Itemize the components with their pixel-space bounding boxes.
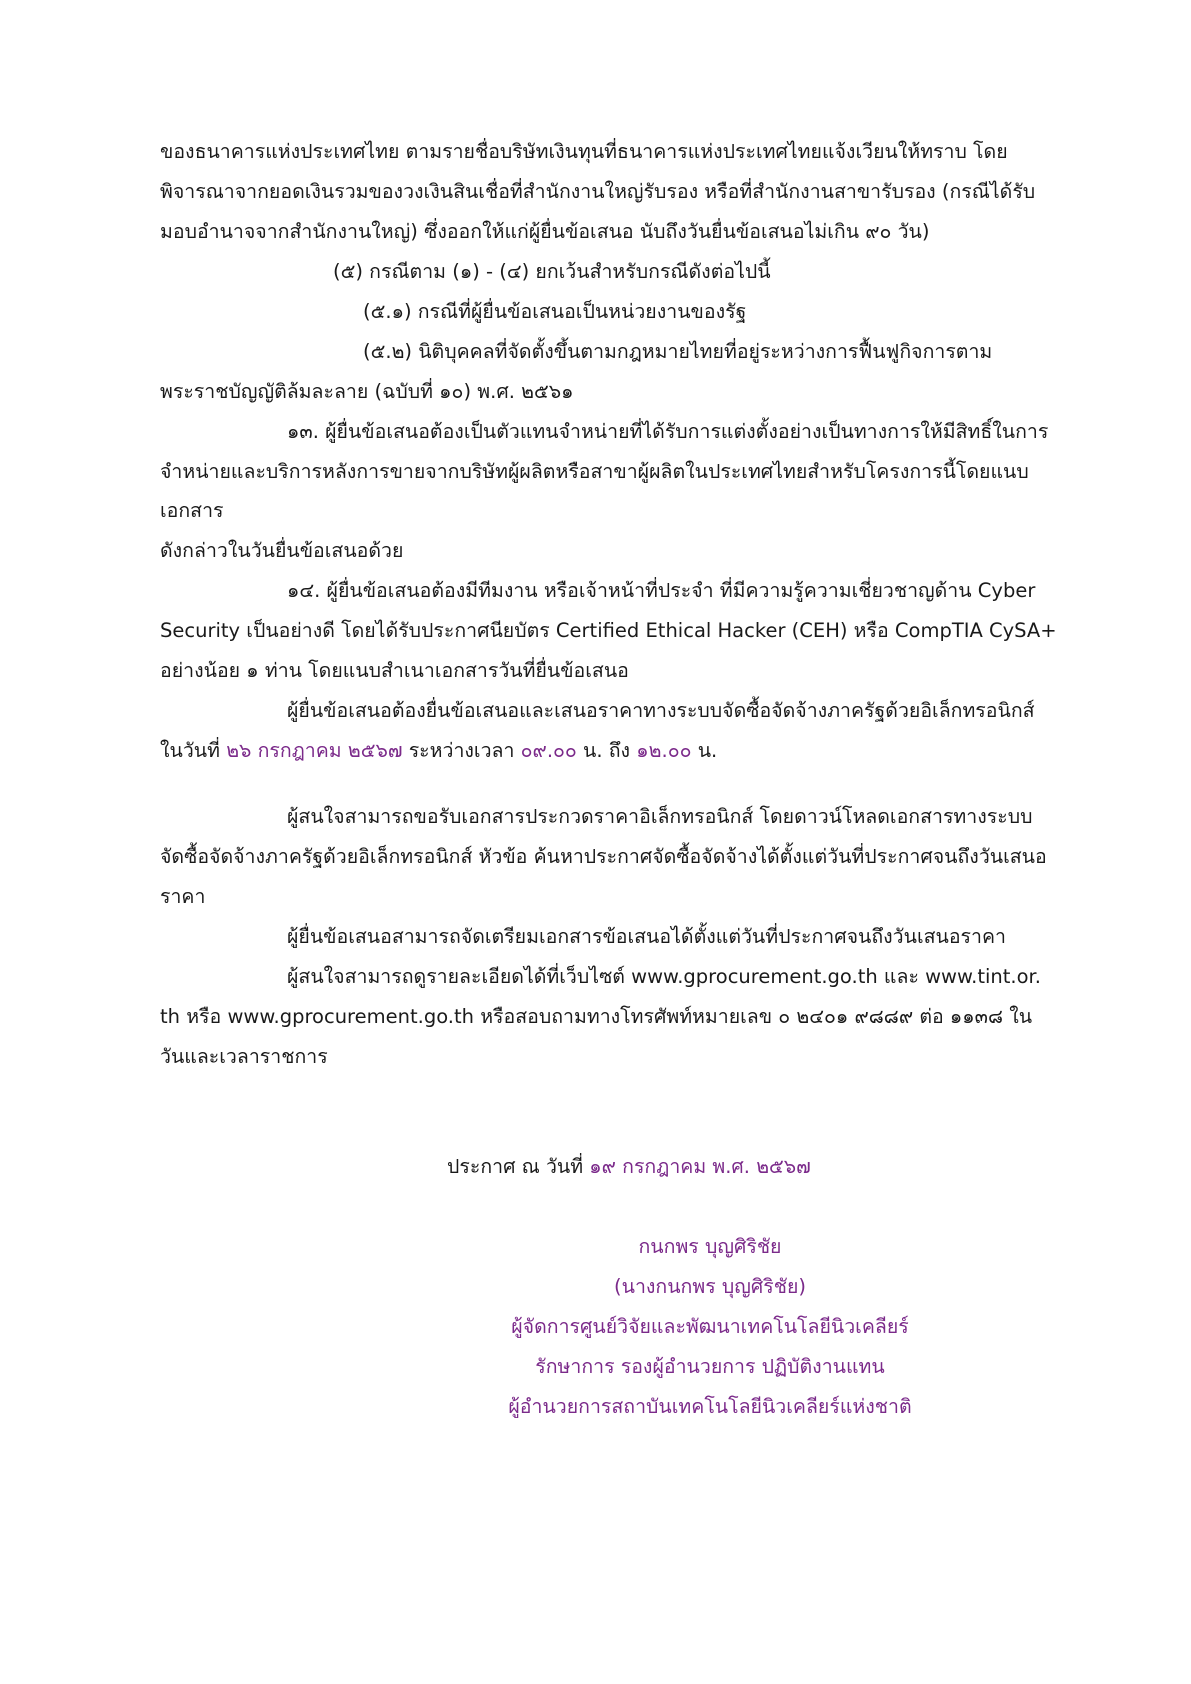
- body-line: วันและเวลาราชการ: [160, 1045, 328, 1068]
- body-line: Security เป็นอย่างดี โดยได้รับประกาศนียบัตร Certified Ethical Hacker (CEH) หรือ CompTIA CySA+: [160, 619, 1057, 642]
- submission-time-from: ๐๙.๐๐: [520, 739, 577, 762]
- body-line: มอบอำนาจจากสำนักงานใหญ่) ซึ่งออกให้แก่ผู้ยื่นข้อเสนอ นับถึงวันยื่นข้อเสนอไม่เกิน ๙๐ วัน): [160, 220, 930, 243]
- body-line: ผู้ยื่นข้อเสนอต้องยื่นข้อเสนอและเสนอราคาทางระบบจัดซื้อจัดจ้างภาครัฐด้วยอิเล็กทรอนิกส์: [287, 699, 1035, 722]
- body-line: พิจารณาจากยอดเงินรวมของวงเงินสินเชื่อที่สำนักงานใหญ่รับรอง หรือที่สำนักงานสาขารับรอง (กรณีได้รับ: [160, 180, 1036, 203]
- body-line: ผู้สนใจสามารถดูรายละเอียดได้ที่เว็บไซต์ www.gprocurement.go.th และ www.tint.or.: [287, 965, 1041, 988]
- submission-prefix: ในวันที่: [160, 739, 227, 762]
- body-line: (๕.๑) กรณีที่ผู้ยื่นข้อเสนอเป็นหน่วยงานของรัฐ: [363, 300, 747, 323]
- body-line: อย่างน้อย ๑ ท่าน โดยแนบสำเนาเอกสารวันที่ยื่นข้อเสนอ: [160, 659, 629, 682]
- body-line: (๕) กรณีตาม (๑) - (๔) ยกเว้นสำหรับกรณีดังต่อไปนี้: [333, 260, 771, 283]
- submission-suffix: น.: [691, 739, 718, 762]
- body-line: th หรือ www.gprocurement.go.th หรือสอบถามทางโทรศัพท์หมายเลข ๐ ๒๔๐๑ ๙๘๘๙ ต่อ ๑๑๓๘ ใน: [160, 1005, 1033, 1028]
- body-line: เอกสาร: [160, 499, 224, 522]
- signatory-position-2: รักษาการ รองผู้อำนวยการ ปฏิบัติงานแทน: [535, 1355, 885, 1378]
- body-line: ๑๓. ผู้ยื่นข้อเสนอต้องเป็นตัวแทนจำหน่ายที่ได้รับการแต่งตั้งอย่างเป็นทางการให้มีสิทธิ์ในการ: [287, 420, 1049, 443]
- body-line: ผู้สนใจสามารถขอรับเอกสารประกวดราคาอิเล็กทรอนิกส์ โดยดาวน์โหลดเอกสารทางระบบ: [287, 805, 1033, 828]
- announcement-date: ๑๙ กรกฎาคม พ.ศ. ๒๕๖๗: [589, 1155, 811, 1178]
- submission-time-to: ๑๒.๐๐: [636, 739, 692, 762]
- submission-date-line: [160, 737, 717, 765]
- body-line: จัดซื้อจัดจ้างภาครัฐด้วยอิเล็กทรอนิกส์ หัวข้อ ค้นหาประกาศจัดซื้อจัดจ้างได้ตั้งแต่วันที่ประกาศจนถึงวันเสนอ: [160, 845, 1047, 868]
- submission-date: ๒๖ กรกฎาคม ๒๕๖๗: [226, 739, 403, 762]
- body-line: พระราชบัญญัติล้มละลาย (ฉบับที่ ๑๐) พ.ศ. ๒๕๖๑: [160, 380, 574, 403]
- body-line: ดังกล่าวในวันยื่นข้อเสนอด้วย: [160, 539, 404, 562]
- signatory-position-3: ผู้อำนวยการสถาบันเทคโนโลยีนิวเคลียร์แห่งชาติ: [508, 1395, 912, 1418]
- body-line: ๑๔. ผู้ยื่นข้อเสนอต้องมีทีมงาน หรือเจ้าหน้าที่ประจำ ที่มีความรู้ความเชี่ยวชาญด้าน Cyber: [287, 579, 1036, 602]
- announcement-prefix: ประกาศ ณ วันที่: [447, 1155, 590, 1178]
- submission-to: น. ถึง: [576, 739, 637, 762]
- announcement-line: [447, 1153, 811, 1181]
- signatory-name: กนกพร บุญศิริชัย: [638, 1235, 782, 1258]
- body-line: (๕.๒) นิติบุคคลที่จัดตั้งขึ้นตามกฎหมายไทยที่อยู่ระหว่างการฟื้นฟูกิจการตาม: [363, 340, 993, 363]
- body-line: จำหน่ายและบริการหลังการขายจากบริษัทผู้ผลิตหรือสาขาผู้ผลิตในประเทศไทยสำหรับโครงการนี้โดยแนบ: [160, 460, 1029, 483]
- body-line: ของธนาคารแห่งประเทศไทย ตามรายชื่อบริษัทเงินทุนที่ธนาคารแห่งประเทศไทยแจ้งเวียนให้ทราบ โดย: [160, 140, 1008, 163]
- body-line: ผู้ยื่นข้อเสนอสามารถจัดเตรียมเอกสารข้อเสนอได้ตั้งแต่วันที่ประกาศจนถึงวันเสนอราคา: [287, 925, 1006, 948]
- body-line: ราคา: [160, 885, 206, 908]
- signatory-position-1: ผู้จัดการศูนย์วิจัยและพัฒนาเทคโนโลยีนิวเคลียร์: [511, 1315, 909, 1338]
- submission-mid: ระหว่างเวลา: [402, 739, 521, 762]
- signatory-full-name: (นางกนกพร บุญศิริชัย): [614, 1275, 806, 1298]
